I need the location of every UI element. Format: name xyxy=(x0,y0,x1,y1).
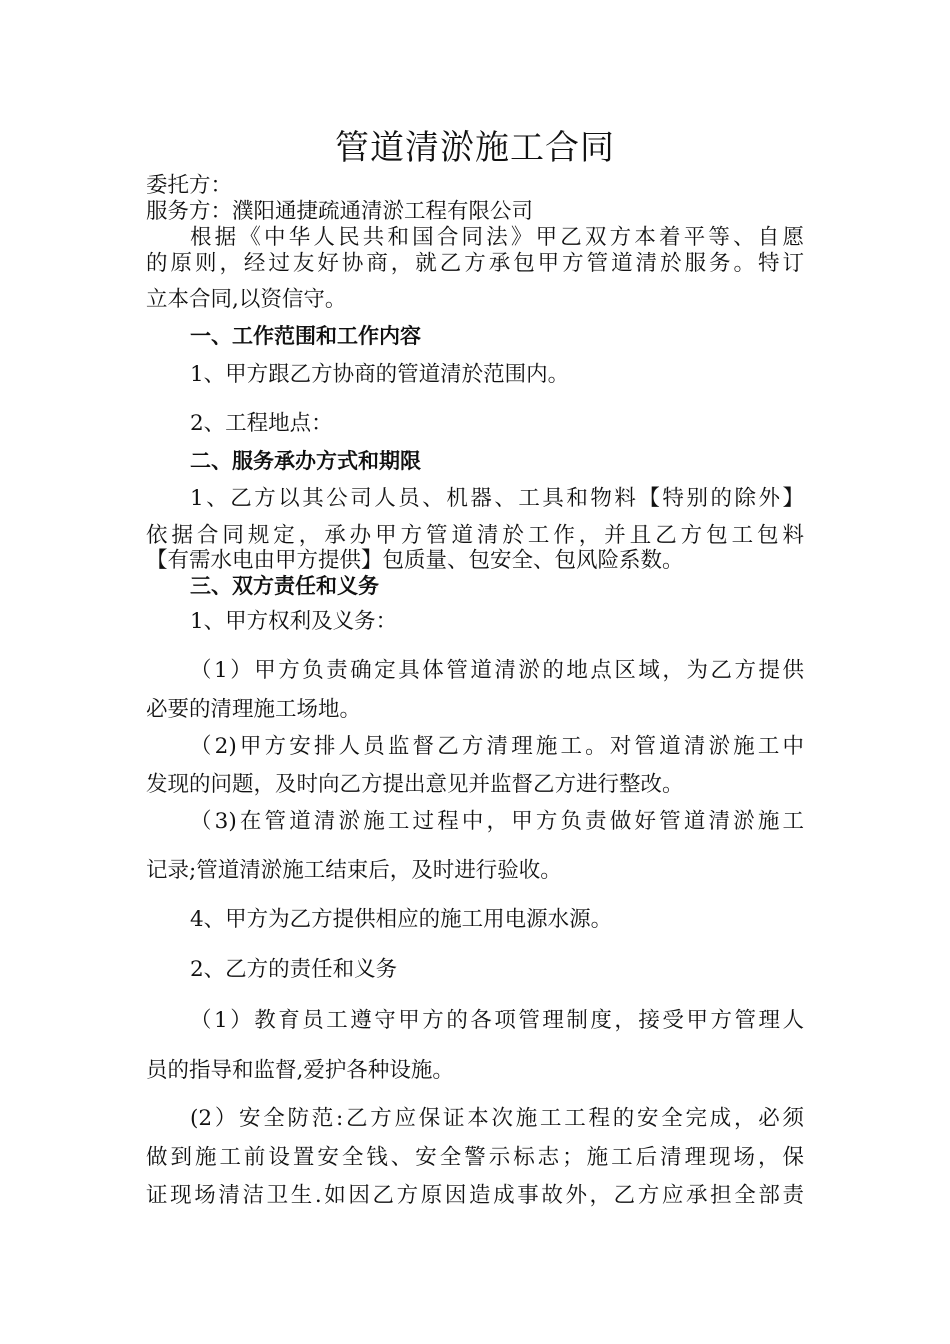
clause-3-1-3-line-1: （3)在管道清淤施工过程中，甲方负责做好管道清淤施工 xyxy=(190,809,804,834)
clause-3-2-1-line-2: 员的指导和监督,爱护各种设施。 xyxy=(146,1058,454,1083)
preamble-line-2: 的原则，经过友好协商，就乙方承包甲方管道清於服务。特订 xyxy=(146,251,804,276)
clause-2-1-line-3: 【有需水电由甲方提供】包质量、包安全、包风险系数。 xyxy=(146,548,684,573)
clause-3-1-3-line-2: 记录;管道清淤施工结束后，及时进行验收。 xyxy=(146,858,562,883)
section-heading-3: 三、双方责任和义务 xyxy=(190,574,379,598)
client-line: 委托方： xyxy=(146,173,233,198)
preamble-line-3: 立本合同,以资信守。 xyxy=(146,287,347,312)
clause-3-2-2-line-1: (2）安全防范:乙方应保证本次施工工程的安全完成，必须 xyxy=(190,1106,804,1131)
clause-3-2: 2、乙方的责任和义务 xyxy=(190,957,398,982)
clause-3-2-1-line-1: （1）教育员工遵守甲方的各项管理制度，接受甲方管理人 xyxy=(190,1008,804,1033)
clause-2-1-line-1: 1、乙方以其公司人员、机器、工具和物料【特别的除外】 xyxy=(190,486,804,511)
provider-line: 服务方：濮阳通捷疏通清淤工程有限公司 xyxy=(146,199,534,224)
clause-3-1-1-line-1: （1）甲方负责确定具体管道清淤的地点区域，为乙方提供 xyxy=(190,658,804,683)
section-heading-1: 一、工作范围和工作内容 xyxy=(190,324,421,348)
clause-3-1-4: 4、甲方为乙方提供相应的施工用电源水源。 xyxy=(190,907,613,932)
clause-3-2-2-line-3: 证现场清洁卫生.如因乙方原因造成事故外，乙方应承担全部责 xyxy=(146,1183,804,1208)
clause-3-1-1-line-2: 必要的清理施工场地。 xyxy=(146,697,362,722)
clause-3-1-2-line-1: （2)甲方安排人员监督乙方清理施工。对管道清淤施工中 xyxy=(190,734,804,759)
section-heading-2: 二、服务承办方式和期限 xyxy=(190,449,421,473)
clause-1-1: 1、甲方跟乙方协商的管道清於范围内。 xyxy=(190,362,570,387)
clause-3-1: 1、甲方权利及义务： xyxy=(190,609,398,634)
preamble-line-1: 根据《中华人民共和国合同法》甲乙双方本着平等、自愿 xyxy=(190,225,804,250)
document-title: 管道清淤施工合同 xyxy=(335,128,615,168)
clause-3-2-2-line-2: 做到施工前设置安全钱、安全警示标志；施工后清理现场，保 xyxy=(146,1145,804,1170)
clause-3-1-2-line-2: 发现的问题，及时向乙方提出意见并监督乙方进行整改。 xyxy=(146,772,684,797)
clause-1-2: 2、工程地点： xyxy=(190,411,333,436)
clause-2-1-line-2: 依据合同规定，承办甲方管道清於工作，并且乙方包工包料 xyxy=(146,523,804,548)
